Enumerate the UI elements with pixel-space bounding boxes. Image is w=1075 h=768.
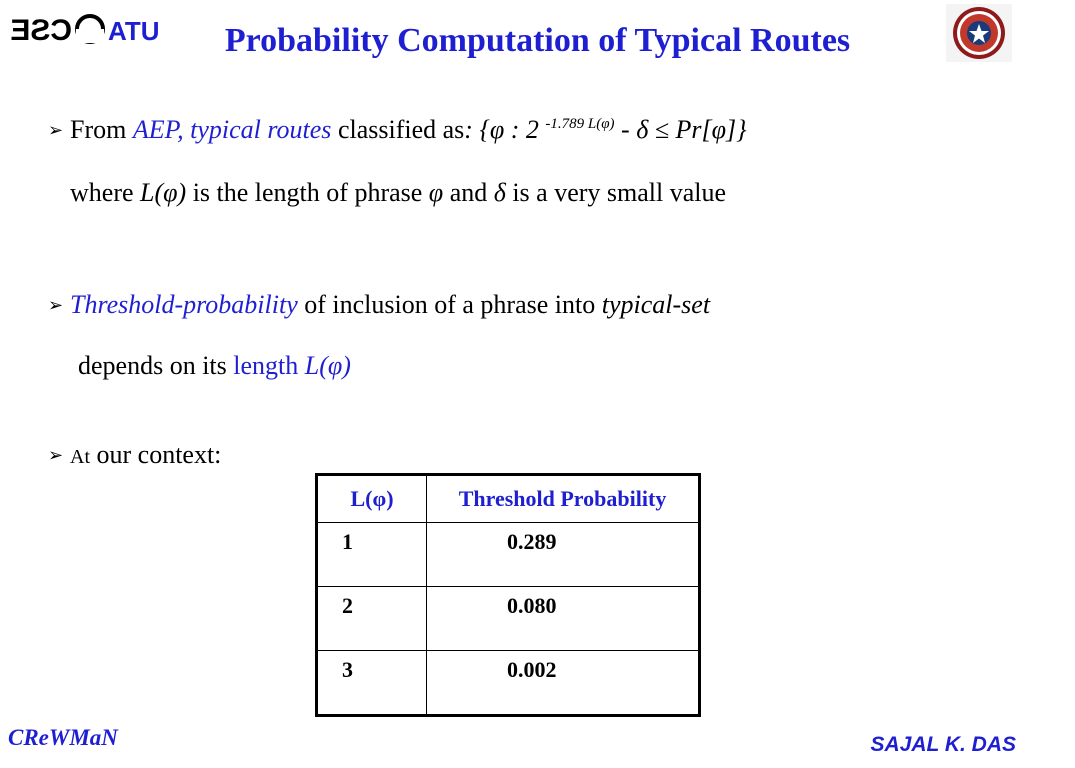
table-row (317, 651, 700, 716)
table-cell-length: 3 (317, 651, 427, 716)
text-aep-typical-routes: AEP, typical routes (132, 115, 332, 144)
table-cell-length: 1 (317, 523, 427, 587)
text-typical-set: typical-set (601, 290, 711, 319)
text-threshold-probability: Threshold-probability (70, 290, 298, 319)
formula-end: - δ ≤ Pr[φ]} (614, 115, 747, 144)
text-of-inclusion: of inclusion of a phrase into (297, 290, 602, 319)
formula-start: : {φ : 2 (464, 115, 546, 144)
text-from: From (70, 115, 133, 144)
table-header-row (317, 475, 700, 523)
arrow-bullet-icon: ➢ (48, 445, 64, 465)
university-seal-icon (946, 4, 1012, 62)
column-header-threshold: Threshold Probability (427, 475, 700, 523)
bullet-2-line-1 (48, 289, 710, 321)
arrow-bullet-icon: ➢ (48, 120, 64, 140)
table-row (317, 587, 700, 651)
formula-exponent: -1.789 L(φ) (545, 116, 615, 132)
text-depends-on: depends on its (78, 351, 234, 380)
footer-author: SAJAL K. DAS (870, 733, 1016, 756)
text-l-phi-blue: L(φ) (304, 351, 351, 380)
bullet-2-line-2 (78, 350, 351, 382)
text-small-value: is a very small value (505, 178, 727, 207)
column-header-l-phi: L(φ) (317, 475, 427, 523)
page-title: Probability Computation of Typical Routes (224, 22, 851, 59)
footer-crewman: CReWMaN (8, 725, 118, 750)
svg-text:CSE: CSE (10, 14, 72, 47)
table-cell-probability: 0.002 (427, 651, 700, 716)
bullet-1-line-2 (70, 177, 726, 209)
text-where: where (70, 178, 141, 207)
text-delta: δ (493, 178, 506, 207)
threshold-table (315, 473, 701, 717)
table-cell-length: 2 (317, 587, 427, 651)
table-cell-probability: 0.289 (427, 523, 700, 587)
bullet-3-line-1 (48, 439, 221, 473)
text-and: and (443, 178, 494, 207)
text-our-context: our context: (90, 440, 222, 469)
text-classified-as: classified as (331, 115, 465, 144)
arrow-bullet-icon: ➢ (48, 295, 64, 315)
text-is-length: is the length of phrase (186, 178, 429, 207)
text-l-phi: L(φ) (140, 178, 187, 207)
text-at: At (70, 446, 90, 468)
table-row (317, 523, 700, 587)
text-length: length (233, 351, 305, 380)
svg-text:ATU: ATU (108, 16, 160, 46)
bullet-1-line-1 (48, 114, 747, 146)
text-phi: φ (428, 178, 444, 207)
table-cell-probability: 0.080 (427, 587, 700, 651)
